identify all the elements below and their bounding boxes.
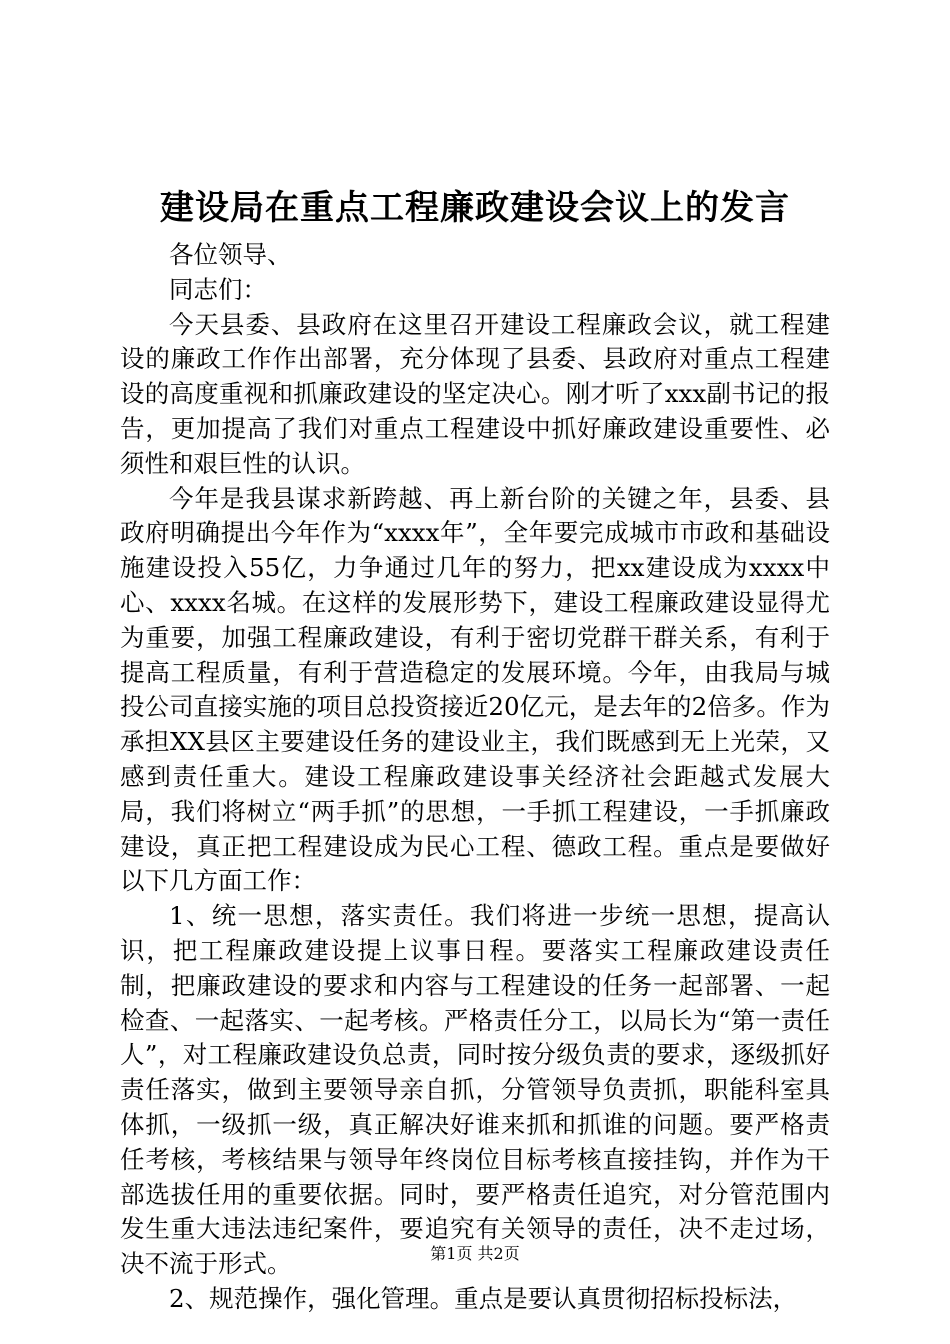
salutation-line: 同志们： [169, 274, 267, 304]
body-paragraph: 2、规范操作，强化管理。重点是要认真贯彻招标投标法， [169, 1283, 798, 1313]
salutation-line: 各位领导、 [169, 240, 292, 269]
document-title: 建设局在重点工程廉政建设会议上的发言 [160, 188, 790, 228]
body-paragraph: 今年是我县谋求新跨越、再上新台阶的关键之年，县委、县政府明确提出今年作为“xxxx年”，全年要完成城市市政和基础设施建设投入55亿，力争通过几年的努力，把xx建设成为xxxx中心、xxxx名城。在这样的发展形势下，建设工程廉政建设显得尤为重要，加强工程廉政建设，有利于密切党群干群关系，有利于提高工程质量，有利于营造稳定的发展环境。今年，由我局与城投公司直接实施的项目总投资接近20亿元，是去年的2倍多。作为承担XX县区主要建设任务的建设业主，我们既感到无上光荣，又感到责任重大。建设工程廉政建设事关经济社会距越式发展大局，我们将树立“两手抓”的思想，一手抓工程建设，一手抓廉政建设，真正把工程建设成为民心工程、德政工程。重点是要做好以下几方面工作： [120, 483, 830, 896]
page-number-footer: 第1页 共2页 [430, 1244, 520, 1263]
body-paragraph: 今天县委、县政府在这里召开建设工程廉政会议，就工程建设的廉政工作作出部署，充分体现了县委、县政府对重点工程建设的高度重视和抓廉政建设的坚定决心。刚才听了xxx副书记的报告，更加提高了我们对重点工程建设中抓好廉政建设重要性、必须性和艰巨性的认识。 [120, 309, 830, 478]
document-body [120, 238, 830, 1317]
body-paragraph: 1、统一思想，落实责任。我们将进一步统一思想，提高认识，把工程廉政建设提上议事日程。要落实工程廉政建设责任制，把廉政建设的要求和内容与工程建设的任务一起部署、一起检查、一起落实、一起考核。严格责任分工，以局长为“第一责任人”，对工程廉政建设负总责，同时按分级负责的要求，逐级抓好责任落实，做到主要领导亲自抓，分管领导负责抓，职能科室具体抓，一级抓一级，真正解决好谁来抓和抓谁的问题。要严格责任考核，考核结果与领导年终岗位目标考核直接挂钩，并作为干部选拔任用的重要依据。同时，要严格责任追究，对分管范围内发生重大违法违纪案件，要追究有关领导的责任，决不走过场，决不流于形式。 [120, 901, 830, 1279]
